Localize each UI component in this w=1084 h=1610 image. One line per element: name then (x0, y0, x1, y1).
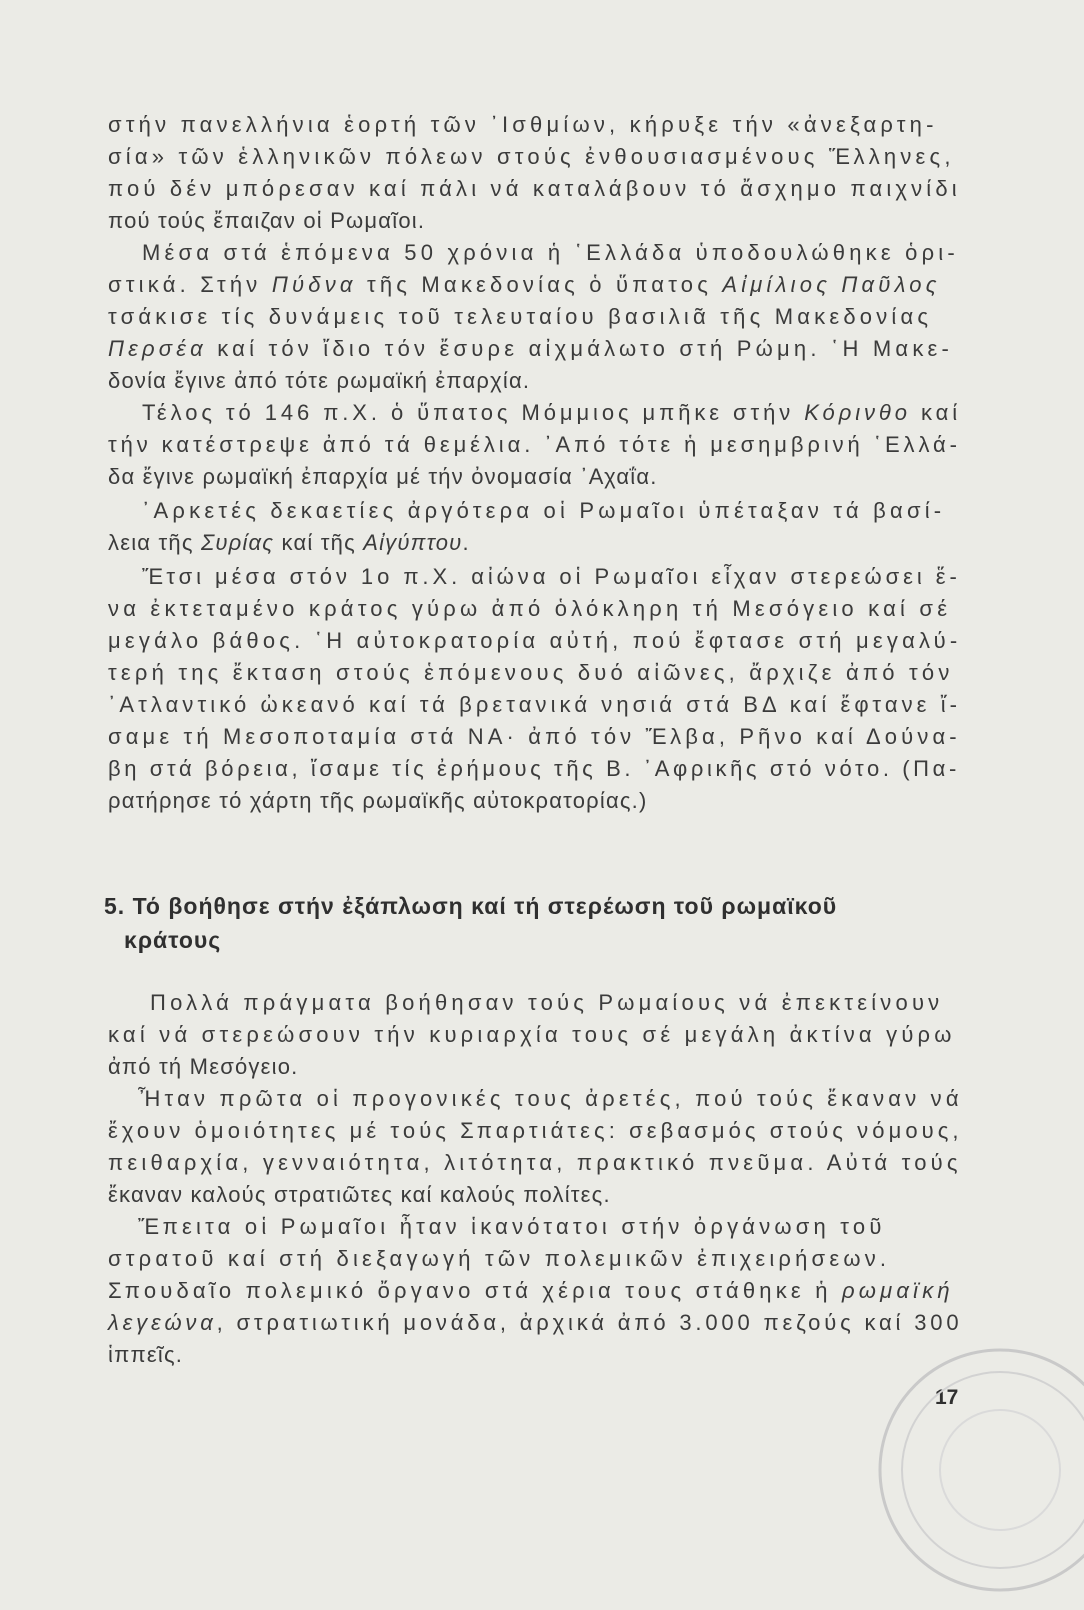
italic-term: Περσέα (108, 336, 207, 361)
text-segment: Σπουδαῖο πολεμικό ὄργανο στά χέρια τους στάθηκε ἡ (108, 1278, 842, 1303)
text-segment: τσάκισε τίς δυνάμεις τοῦ τελευταίου βασιλιᾶ τῆς Μακεδονίας (108, 304, 933, 329)
text-line (142, 496, 945, 526)
text-line (108, 302, 932, 332)
italic-term: Αἰμίλιος Παῦλος (722, 272, 941, 297)
text-line (150, 988, 943, 1018)
text-segment: τῆς Μακεδονίας ὁ ὕπατος (356, 272, 723, 297)
text-line (108, 270, 941, 300)
italic-term: ρωμαϊκή (841, 1278, 954, 1303)
italic-term: λεγεώνα (108, 1310, 217, 1335)
text-line (142, 238, 959, 268)
text-line (108, 1340, 183, 1370)
text-line (108, 722, 961, 752)
text-segment: καί νά στερεώσουν τήν κυριαρχία τους σέ μεγάλη ἀκτίνα γύρω (108, 1022, 956, 1047)
text-segment: στήν πανελλήνια ἑορτή τῶν ᾿Ισθμίων, κήρυξε τήν «ἀνεξαρτη- (108, 112, 938, 137)
text-line (108, 430, 961, 460)
text-line (108, 1308, 962, 1338)
text-segment: πού δέν μπόρεσαν καί πάλι νά καταλάβουν τό ἄσχημο παιχνίδι (108, 176, 961, 201)
text-line (108, 1276, 954, 1306)
text-line (108, 690, 961, 720)
text-segment: Ἔτσι μέσα στόν 1ο π.Χ. αἰώνα οἱ Ρωμαῖοι εἶχαν στερεώσει ἕ- (142, 564, 961, 589)
text-segment: Πολλά πράγματα βοήθησαν τούς Ρωμαίους νά ἐπεκτείνουν (150, 990, 944, 1015)
text-segment: να ἐκτεταμένο κράτος γύρω ἀπό ὁλόκληρη τή Μεσόγειο καί σέ (108, 596, 952, 621)
text-line (142, 398, 961, 428)
text-segment: δα ἔγινε ρωμαϊκή ἐπαρχία μέ τήν ὀνομασία ᾿Αχαΐα. (108, 464, 658, 489)
text-line (142, 562, 961, 592)
text-segment: ρατήρησε τό χάρτη τῆς ρωμαϊκῆς αὐτοκρατορίας.) (108, 788, 648, 813)
text-segment: μεγάλο βάθος. ῾Η αὐτοκρατορία αὐτή, πού ἔφτασε στή μεγαλύ- (108, 628, 962, 653)
text-segment: Τέλος τό 146 π.Χ. ὁ ὕπατος Μόμμιος μπῆκε στήν (142, 400, 805, 425)
section-heading-line-2: κράτους (124, 927, 222, 953)
text-segment: καί (910, 400, 962, 425)
text-line (108, 174, 961, 204)
text-line (108, 462, 658, 492)
page-number: 17 (935, 1386, 959, 1409)
text-segment: τερή της ἔκταση στούς ἑπόμενους δυό αἰῶνες, ἄρχιζε ἀπό τόν (108, 660, 954, 685)
italic-term: Κόρινθο (804, 400, 911, 425)
text-segment: Ἦταν πρῶτα οἱ προγονικές τους ἀρετές, πού τούς ἔκαναν νά (138, 1086, 963, 1111)
text-line (108, 1244, 890, 1274)
text-segment: Μέσα στά ἑπόμενα 50 χρόνια ἡ ῾Ελλάδα ὑποδουλώθηκε ὁρι- (142, 240, 959, 265)
text-segment: . (462, 530, 470, 555)
text-line (138, 1084, 963, 1114)
text-segment: καί τόν ἴδιο τόν ἔσυρε αἰχμάλωτο στή Ρώμη. ῾Η Μακε- (206, 336, 954, 361)
text-line (108, 754, 960, 784)
text-line (108, 366, 530, 396)
text-segment: σαμε τή Μεσοποταμία στά ΝΑ· ἀπό τόν Ἔλβα, Ρῆνο καί Δούνα- (108, 724, 961, 749)
italic-term: Αἰγύπτου (363, 530, 463, 555)
text-line (108, 658, 954, 688)
text-segment: καί τῆς (274, 530, 364, 555)
text-line (108, 594, 951, 624)
text-line (108, 1116, 963, 1146)
text-line (108, 1148, 962, 1178)
text-segment: Ἔπειτα οἱ Ρωμαῖοι ἦταν ἱκανότατοι στήν ὀργάνωση τοῦ (138, 1214, 886, 1239)
section-heading-line-1: 5. Τό βοήθησε στήν ἐξάπλωση καί τή στερέωση τοῦ ρωμαϊκοῦ (104, 893, 838, 919)
text-line (108, 110, 938, 140)
text-segment: βη στά βόρεια, ἴσαμε τίς ἐρήμους τῆς Β. ᾿Αφρικῆς στό νότο. (Πα- (108, 756, 960, 781)
text-segment: ἱππεῖς. (108, 1342, 184, 1367)
text-segment: σία» τῶν ἑλληνικῶν πόλεων στούς ἐνθουσιασμένους Ἕλληνες, (108, 144, 955, 169)
text-line (108, 626, 961, 656)
text-segment: ᾿Ατλαντικό ὠκεανό καί τά βρετανικά νησιά στά ΒΔ καί ἔφτανε ἴ- (108, 692, 962, 717)
text-segment: πειθαρχία, γενναιότητα, λιτότητα, πρακτικό πνεῦμα. Αὐτά τούς (108, 1150, 962, 1175)
text-segment: δονία ἔγινε ἀπό τότε ρωμαϊκή ἐπαρχία. (108, 368, 531, 393)
text-segment: , στρατιωτική μονάδα, ἀρχικά ἀπό 3.000 πεζούς καί 300 (216, 1310, 963, 1335)
text-segment: στικά. Στήν (108, 272, 272, 297)
text-segment: ᾿Αρκετές δεκαετίες ἀργότερα οἱ Ρωμαῖοι ὑπέταξαν τά βασί- (142, 498, 946, 523)
text-line (138, 1212, 886, 1242)
text-segment: ἀπό τή Μεσόγειο. (108, 1054, 299, 1079)
text-segment: ἔχουν ὁμοιότητες μέ τούς Σπαρτιάτες: σεβασμός στούς νόμους, (108, 1118, 963, 1143)
text-segment: πού τούς ἔπαιζαν οἱ Ρωμαῖοι. (108, 208, 426, 233)
italic-term: Συρίας (200, 530, 275, 555)
text-line (108, 528, 470, 558)
library-stamp-icon (860, 1330, 1084, 1610)
text-segment: ἔκαναν καλούς στρατιῶτες καί καλούς πολίτες. (108, 1182, 611, 1207)
text-segment: τήν κατέστρεψε ἀπό τά θεμέλια. ᾿Από τότε ἡ μεσημβρινή ῾Ελλά- (108, 432, 961, 457)
text-line (108, 1052, 298, 1082)
text-segment: στρατοῦ καί στή διεξαγωγή τῶν πολεμικῶν ἐπιχειρήσεων. (108, 1246, 891, 1271)
italic-term: Πύδνα (271, 272, 357, 297)
text-segment: λεια τῆς (108, 530, 201, 555)
text-line (108, 334, 953, 364)
text-line (108, 1180, 611, 1210)
text-line (108, 786, 648, 816)
text-line (108, 142, 955, 172)
text-line (108, 206, 425, 236)
text-line (108, 1020, 956, 1050)
